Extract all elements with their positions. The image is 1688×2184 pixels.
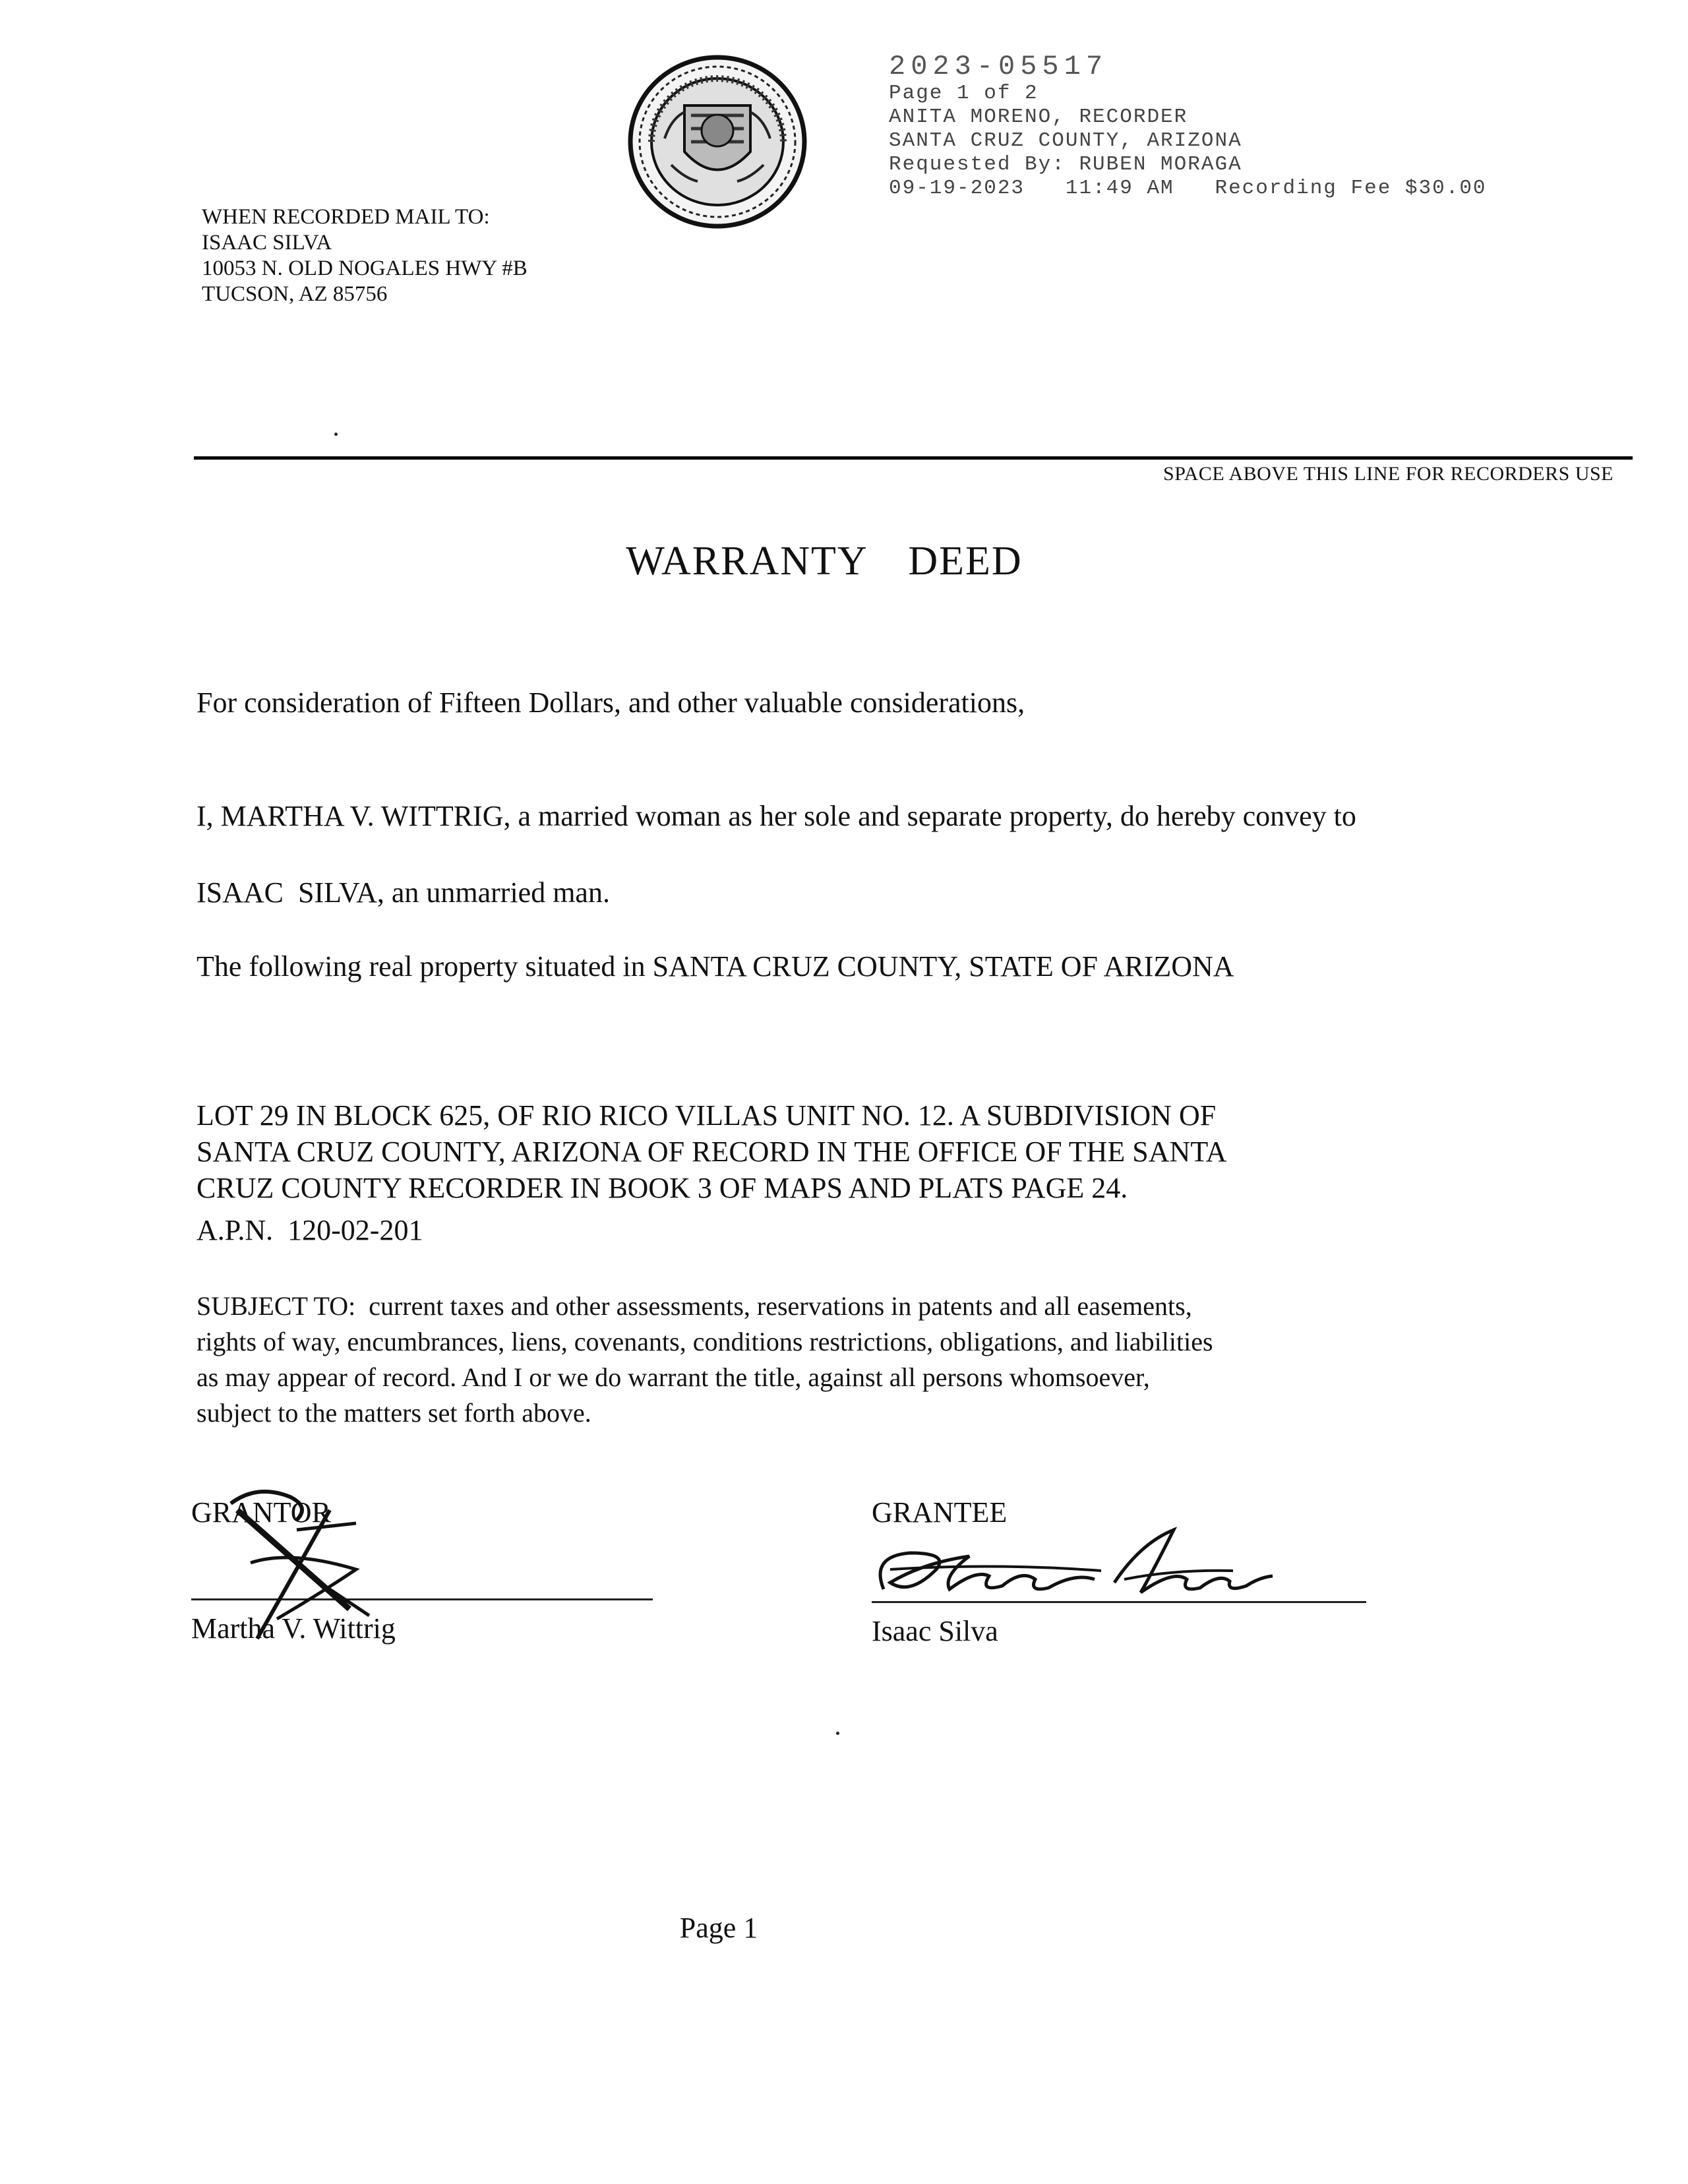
mail-to-block <box>202 204 528 307</box>
legal-description <box>196 1097 1226 1206</box>
county-seal <box>625 53 810 231</box>
subject-line: as may appear of record. And I or we do warrant the title, against all persons whomsoever, <box>196 1362 1150 1392</box>
legal-line: CRUZ COUNTY RECORDER IN BOOK 3 OF MAPS AND PLATS PAGE 24. <box>196 1172 1128 1204</box>
page-number: Page 1 <box>679 1912 758 1944</box>
consideration-text: For consideration of Fifteen Dollars, and other valuable considerations, <box>196 686 1025 719</box>
property-intro: The following real property situated in SANTA CRUZ COUNTY, STATE OF ARIZONA <box>196 950 1234 983</box>
mail-to-name: ISAAC SILVA <box>202 231 332 255</box>
mail-to-heading: WHEN RECORDED MAIL TO: <box>202 205 490 229</box>
recorders-divider <box>194 456 1633 460</box>
stray-mark <box>836 1732 839 1735</box>
legal-line: SANTA CRUZ COUNTY, ARIZONA OF RECORD IN THE OFFICE OF THE SANTA <box>196 1136 1227 1168</box>
grantor-label: GRANTOR <box>191 1496 331 1529</box>
grantor-signature-mark <box>218 1484 389 1655</box>
mail-to-street: 10053 N. OLD NOGALES HWY #B <box>202 257 528 280</box>
stamp-requested-by: Requested By: RUBEN MORAGA <box>889 153 1242 176</box>
stamp-page: Page 1 of 2 <box>889 82 1039 105</box>
grantee-signature-mark <box>864 1517 1325 1622</box>
subject-to-clause <box>196 1289 1213 1431</box>
document-number: 2023-05517 <box>889 51 1108 82</box>
grantee-label: GRANTEE <box>872 1496 1008 1529</box>
grantee-clause: ISAAC SILVA, an unmarried man. <box>196 876 610 909</box>
grantor-clause: I, MARTHA V. WITTRIG, a married woman as her sole and separate property, do hereby convey to <box>196 800 1356 832</box>
stamp-county: SANTA CRUZ COUNTY, ARIZONA <box>889 129 1242 152</box>
grantee-name: Isaac Silva <box>872 1615 998 1647</box>
stray-mark <box>334 433 338 436</box>
stamp-date-fee: 09-19-2023 11:49 AM Recording Fee $30.00 <box>889 177 1487 200</box>
apn: A.P.N. 120-02-201 <box>196 1214 423 1246</box>
subject-line: rights of way, encumbrances, liens, covenants, conditions restrictions, obligations, and liabilities <box>196 1327 1213 1356</box>
mail-to-city: TUCSON, AZ 85756 <box>202 282 388 306</box>
grantor-name: Martha V. Wittrig <box>191 1612 396 1645</box>
document-title: WARRANTY DEED <box>626 539 1023 584</box>
recorders-line-label: SPACE ABOVE THIS LINE FOR RECORDERS USE <box>1163 463 1613 485</box>
subject-line: SUBJECT TO: current taxes and other assessments, reservations in patents and all easements, <box>196 1291 1192 1321</box>
stamp-recorder: ANITA MORENO, RECORDER <box>889 106 1188 129</box>
legal-line: LOT 29 IN BLOCK 625, OF RIO RICO VILLAS UNIT NO. 12. A SUBDIVISION OF <box>196 1099 1217 1132</box>
recorder-stamp <box>889 51 1487 200</box>
subject-line: subject to the matters set forth above. <box>196 1398 591 1428</box>
